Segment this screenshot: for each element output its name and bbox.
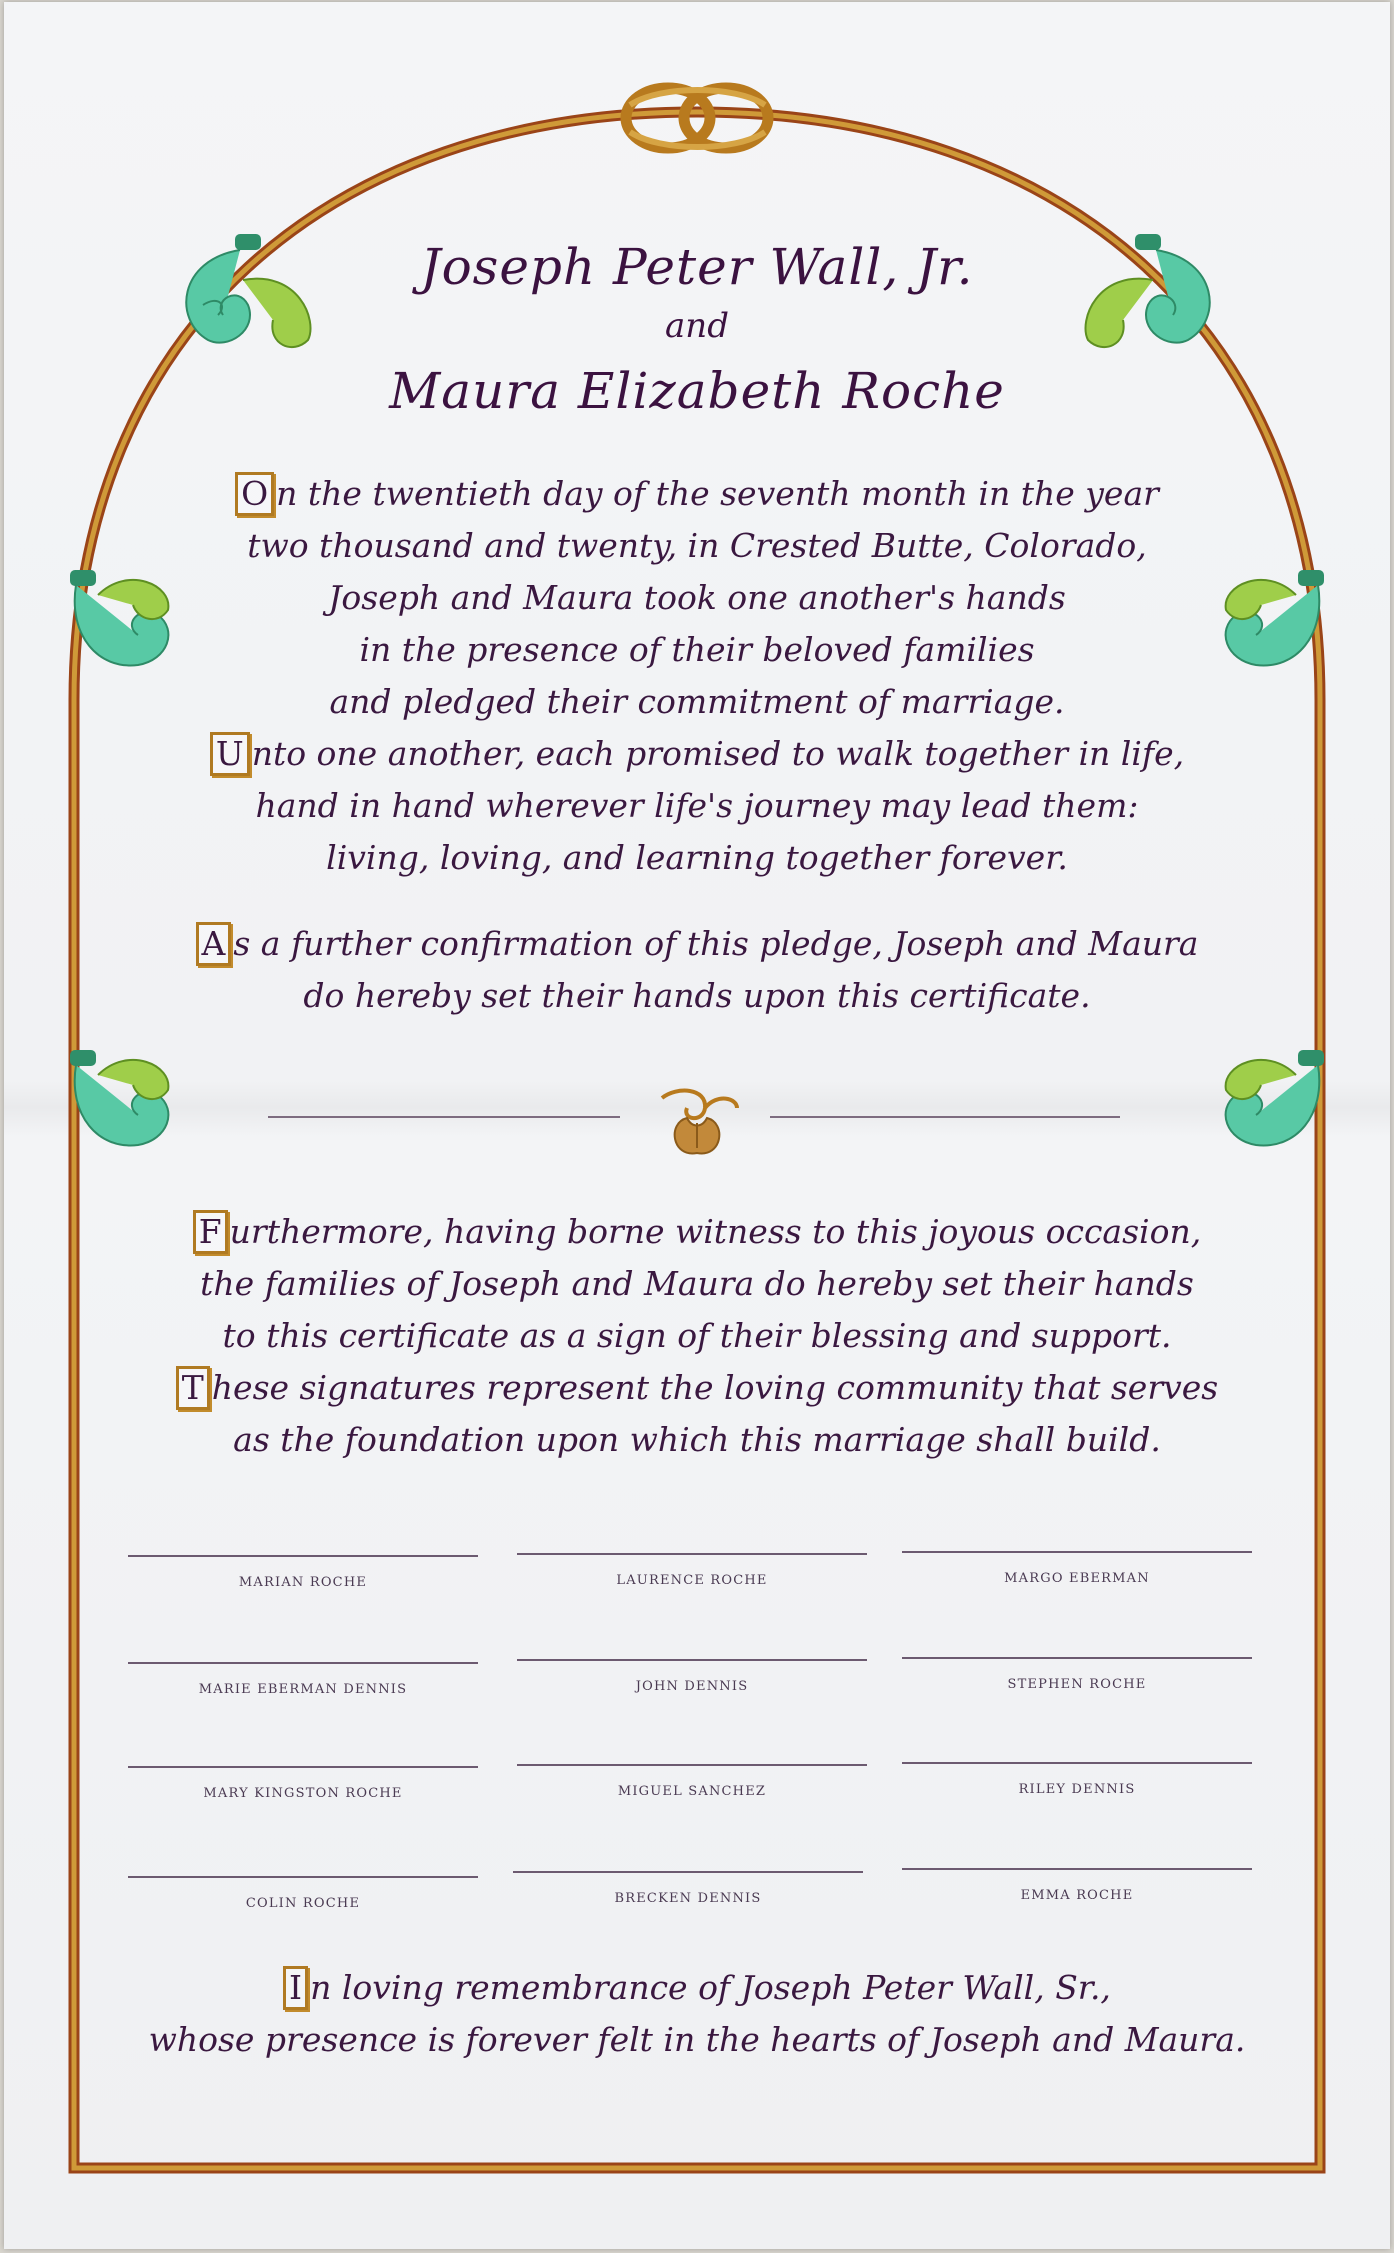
bride-name: Maura Elizabeth Roche [389,362,1005,420]
promise-line-3: living, loving, and learning together forever. [326,838,1068,877]
leaf-ornament-lower-right [1226,1050,1324,1145]
witness-signature: STEPHEN ROCHE [902,1657,1252,1692]
illuminated-initial: F [193,1210,228,1254]
community-line-2: as the foundation upon which this marriage shall build. [233,1420,1161,1459]
confirmation-line-1: A s a further confirmation of this pledge, Joseph and Maura [0,918,1394,970]
vows-line-2: two thousand and twenty, in Crested Butte, Colorado, [247,526,1147,565]
groom-name: Joseph Peter Wall, Jr. [420,238,974,296]
witness-signature: MIGUEL SANCHEZ [517,1764,867,1799]
illuminated-initial: U [210,732,250,776]
groom-signature-line [268,1116,620,1118]
witness-signature: MARIAN ROCHE [128,1555,478,1590]
illuminated-initial: A [196,922,232,966]
confirmation-line-2: do hereby set their hands upon this certificate. [303,976,1091,1015]
witness-signature: EMMA ROCHE [902,1868,1252,1903]
vows-line-3: Joseph and Maura took one another's hands [328,578,1066,617]
conjunction-and: and [665,306,729,346]
vine-divider-ornament [662,1091,737,1154]
leaf-ornament-lower-left [70,1050,168,1145]
community-line-1: T hese signatures represent the loving community that serves [0,1362,1394,1414]
witness-signature: RILEY DENNIS [902,1762,1252,1797]
remembrance-line-2: whose presence is forever felt in the hearts of Joseph and Maura. [148,2020,1246,2059]
witness-signature: COLIN ROCHE [128,1876,478,1911]
witness-signature: MARY KINGSTON ROCHE [128,1766,478,1801]
illuminated-initial: O [235,472,274,516]
vows-line-4: in the presence of their beloved families [359,630,1035,669]
families-line-2: the families of Joseph and Maura do hereby set their hands [200,1264,1194,1303]
illuminated-initial: I [283,1966,308,2010]
vows-line-1: O n the twentieth day of the seventh month in the year [0,468,1394,520]
witness-signature: LAURENCE ROCHE [517,1553,867,1588]
promise-line-1: U nto one another, each promised to walk together in life, [0,728,1394,780]
witness-signature: BRECKEN DENNIS [513,1871,863,1906]
witness-signature: JOHN DENNIS [517,1659,867,1694]
remembrance-line-1: I n loving remembrance of Joseph Peter Wall, Sr., [0,1962,1394,2014]
bride-signature-line [770,1116,1120,1118]
families-line-1: F urthermore, having borne witness to this joyous occasion, [0,1206,1394,1258]
families-line-3: to this certificate as a sign of their blessing and support. [222,1316,1172,1355]
promise-line-2: hand in hand wherever life's journey may lead them: [255,786,1139,825]
witness-signature: MARGO EBERMAN [902,1551,1252,1586]
illuminated-initial: T [176,1366,210,1410]
witness-signature: MARIE EBERMAN DENNIS [128,1662,478,1697]
vows-line-5: and pledged their commitment of marriage. [329,682,1065,721]
